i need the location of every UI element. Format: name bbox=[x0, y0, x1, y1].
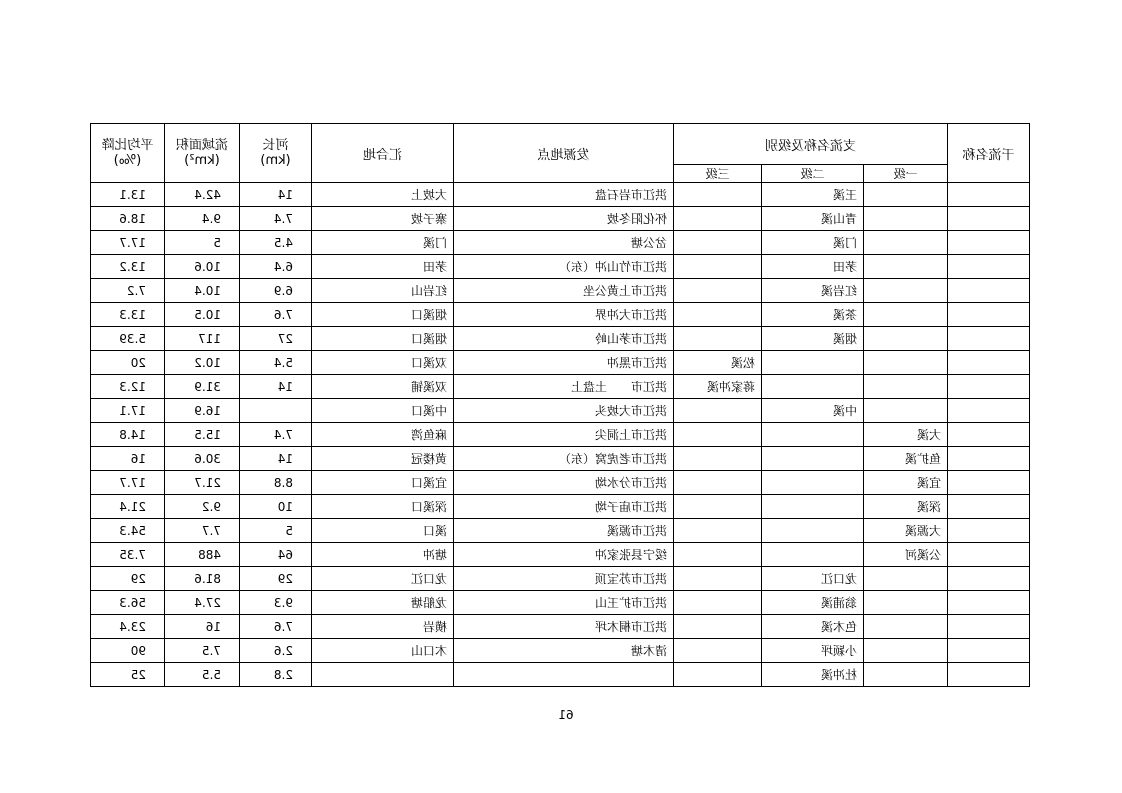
level2-cell: 杜冲溪 bbox=[762, 663, 864, 687]
confluence-cell: 黄楼冠 bbox=[312, 447, 454, 471]
level3-cell: 蒋家冲溪 bbox=[674, 375, 762, 399]
table-row bbox=[91, 183, 1030, 207]
header-confluence: 汇合地 bbox=[312, 124, 454, 183]
area-cell: 30.6 bbox=[165, 447, 240, 471]
confluence-cell: 塘冲 bbox=[312, 543, 454, 567]
level2-cell: 茶溪 bbox=[762, 303, 864, 327]
confluence-cell: 门溪 bbox=[312, 231, 454, 255]
area-cell: 117 bbox=[165, 327, 240, 351]
header-slope-label: 平均比降 bbox=[101, 138, 154, 153]
header-slope-unit: (‰) bbox=[113, 153, 142, 168]
level3-cell bbox=[674, 183, 762, 207]
length-cell: 29 bbox=[240, 567, 312, 591]
table-row bbox=[91, 495, 1030, 519]
table-row bbox=[91, 207, 1030, 231]
level2-cell bbox=[762, 543, 864, 567]
length-cell: 5 bbox=[240, 519, 312, 543]
level3-cell bbox=[674, 471, 762, 495]
slope-cell: 20 bbox=[91, 351, 165, 375]
confluence-cell: 宜溪口 bbox=[312, 471, 454, 495]
source-cell: 洪江市桐木坪 bbox=[454, 615, 674, 639]
level2-cell bbox=[762, 519, 864, 543]
length-cell: 7.4 bbox=[240, 207, 312, 231]
confluence-cell: 麻鱼湾 bbox=[312, 423, 454, 447]
source-cell: 洪江市扩王山 bbox=[454, 591, 674, 615]
slope-cell: 13.1 bbox=[91, 183, 165, 207]
confluence-cell: 龙口江 bbox=[312, 567, 454, 591]
length-cell: 10 bbox=[240, 495, 312, 519]
header-length bbox=[240, 124, 312, 183]
main-river-cell bbox=[948, 663, 1030, 687]
level1-cell bbox=[864, 351, 948, 375]
length-cell: 8.8 bbox=[240, 471, 312, 495]
table-row bbox=[91, 351, 1030, 375]
source-cell: 洪江市 土盘上 bbox=[454, 375, 674, 399]
area-cell: 5.5 bbox=[165, 663, 240, 687]
main-river-cell bbox=[948, 591, 1030, 615]
area-cell: 15.5 bbox=[165, 423, 240, 447]
slope-cell: 29 bbox=[91, 567, 165, 591]
main-river-cell bbox=[948, 255, 1030, 279]
source-cell: 洪江市分水坳 bbox=[454, 471, 674, 495]
main-river-cell bbox=[948, 495, 1030, 519]
length-cell: 14 bbox=[240, 183, 312, 207]
main-river-cell bbox=[948, 279, 1030, 303]
header-area-unit: (km²) bbox=[184, 153, 220, 168]
slope-cell: 16 bbox=[91, 447, 165, 471]
header-level1: 一级 bbox=[864, 165, 948, 183]
source-cell: 洪江市上黄公坐 bbox=[454, 279, 674, 303]
source-cell: 洪江市黑冲 bbox=[454, 351, 674, 375]
level2-cell: 中溪 bbox=[762, 399, 864, 423]
level1-cell bbox=[864, 567, 948, 591]
level2-cell bbox=[762, 471, 864, 495]
header-tributary: 支流名称及级别 bbox=[674, 124, 948, 165]
header-main-river: 干流名称 bbox=[948, 124, 1030, 183]
length-cell: 7.4 bbox=[240, 423, 312, 447]
level2-cell: 小颖坪 bbox=[762, 639, 864, 663]
table-row bbox=[91, 591, 1030, 615]
length-cell: 5.4 bbox=[240, 351, 312, 375]
level3-cell bbox=[674, 207, 762, 231]
level3-cell: 松溪 bbox=[674, 351, 762, 375]
slope-cell: 25 bbox=[91, 663, 165, 687]
header-slope bbox=[91, 124, 165, 183]
table-body bbox=[91, 183, 1030, 687]
level3-cell bbox=[674, 423, 762, 447]
level3-cell bbox=[674, 567, 762, 591]
slope-cell: 56.3 bbox=[91, 591, 165, 615]
level1-cell: 公溪河 bbox=[864, 543, 948, 567]
level3-cell bbox=[674, 279, 762, 303]
level1-cell bbox=[864, 303, 948, 327]
length-cell: 2.8 bbox=[240, 663, 312, 687]
confluence-cell: 大坡上 bbox=[312, 183, 454, 207]
confluence-cell: 烟溪口 bbox=[312, 303, 454, 327]
confluence-cell: 烟溪口 bbox=[312, 327, 454, 351]
confluence-cell: 红岩山 bbox=[312, 279, 454, 303]
source-cell: 岔公塘 bbox=[454, 231, 674, 255]
river-table bbox=[90, 123, 1030, 687]
level1-cell: 宜溪 bbox=[864, 471, 948, 495]
slope-cell: 23.4 bbox=[91, 615, 165, 639]
level1-cell bbox=[864, 639, 948, 663]
main-river-cell bbox=[948, 327, 1030, 351]
table-row bbox=[91, 567, 1030, 591]
area-cell: 16 bbox=[165, 615, 240, 639]
level3-cell bbox=[674, 255, 762, 279]
confluence-cell: 龙船塘 bbox=[312, 591, 454, 615]
confluence-cell: 中溪口 bbox=[312, 399, 454, 423]
main-river-cell bbox=[948, 519, 1030, 543]
length-cell: 7.6 bbox=[240, 615, 312, 639]
slope-cell: 13.2 bbox=[91, 255, 165, 279]
level2-cell: 王溪 bbox=[762, 183, 864, 207]
level3-cell bbox=[674, 447, 762, 471]
level1-cell: 鱼扩溪 bbox=[864, 447, 948, 471]
main-river-cell bbox=[948, 567, 1030, 591]
source-cell: 洪江市上洞尖 bbox=[454, 423, 674, 447]
main-river-cell bbox=[948, 303, 1030, 327]
header-area bbox=[165, 124, 240, 183]
table-row bbox=[91, 327, 1030, 351]
confluence-cell: 木口山 bbox=[312, 639, 454, 663]
main-river-cell bbox=[948, 207, 1030, 231]
confluence-cell: 横岩 bbox=[312, 615, 454, 639]
level2-cell: 龙口江 bbox=[762, 567, 864, 591]
length-cell: 2.6 bbox=[240, 639, 312, 663]
level1-cell bbox=[864, 255, 948, 279]
table-row bbox=[91, 375, 1030, 399]
level1-cell bbox=[864, 399, 948, 423]
level1-cell bbox=[864, 375, 948, 399]
source-cell bbox=[454, 663, 674, 687]
area-cell: 5 bbox=[165, 231, 240, 255]
slope-cell: 54.3 bbox=[91, 519, 165, 543]
source-cell: 洪江市大坡头 bbox=[454, 399, 674, 423]
length-cell: 4.5 bbox=[240, 231, 312, 255]
level1-cell: 大溪 bbox=[864, 423, 948, 447]
main-river-cell bbox=[948, 375, 1030, 399]
source-cell: 洪江市庙子坳 bbox=[454, 495, 674, 519]
level1-cell bbox=[864, 231, 948, 255]
table-row bbox=[91, 231, 1030, 255]
level2-cell bbox=[762, 351, 864, 375]
level1-cell: 深溪 bbox=[864, 495, 948, 519]
source-cell: 洪江市源溪 bbox=[454, 519, 674, 543]
level3-cell bbox=[674, 399, 762, 423]
area-cell: 27.4 bbox=[165, 591, 240, 615]
level2-cell bbox=[762, 495, 864, 519]
level3-cell bbox=[674, 519, 762, 543]
area-cell: 10.6 bbox=[165, 255, 240, 279]
area-cell: 21.7 bbox=[165, 471, 240, 495]
level3-cell bbox=[674, 615, 762, 639]
slope-cell: 5.39 bbox=[91, 327, 165, 351]
level2-cell: 色木溪 bbox=[762, 615, 864, 639]
area-cell: 10.2 bbox=[165, 351, 240, 375]
table-row bbox=[91, 615, 1030, 639]
length-cell: 64 bbox=[240, 543, 312, 567]
level1-cell bbox=[864, 591, 948, 615]
source-cell: 绥宁县张家冲 bbox=[454, 543, 674, 567]
level1-cell: 大源溪 bbox=[864, 519, 948, 543]
header-source: 发源地点 bbox=[454, 124, 674, 183]
confluence-cell: 双溪口 bbox=[312, 351, 454, 375]
main-river-cell bbox=[948, 447, 1030, 471]
slope-cell: 13.3 bbox=[91, 303, 165, 327]
slope-cell: 14.8 bbox=[91, 423, 165, 447]
length-cell: 6.9 bbox=[240, 279, 312, 303]
area-cell: 16.9 bbox=[165, 399, 240, 423]
slope-cell: 17.7 bbox=[91, 231, 165, 255]
length-cell: 14 bbox=[240, 447, 312, 471]
area-cell: 9.4 bbox=[165, 207, 240, 231]
source-cell: 洪江市岩石盘 bbox=[454, 183, 674, 207]
confluence-cell: 深溪口 bbox=[312, 495, 454, 519]
table-row bbox=[91, 423, 1030, 447]
table-row bbox=[91, 447, 1030, 471]
level1-cell bbox=[864, 279, 948, 303]
level1-cell bbox=[864, 663, 948, 687]
confluence-cell bbox=[312, 663, 454, 687]
main-river-cell bbox=[948, 231, 1030, 255]
source-cell: 洪江市茅山岭 bbox=[454, 327, 674, 351]
table-row bbox=[91, 663, 1030, 687]
level2-cell bbox=[762, 423, 864, 447]
length-cell: 27 bbox=[240, 327, 312, 351]
level3-cell bbox=[674, 543, 762, 567]
slope-cell: 18.6 bbox=[91, 207, 165, 231]
main-river-cell bbox=[948, 351, 1030, 375]
table-row bbox=[91, 471, 1030, 495]
header-area-label: 流域面积 bbox=[176, 138, 229, 153]
table-row bbox=[91, 543, 1030, 567]
level3-cell bbox=[674, 591, 762, 615]
level3-cell bbox=[674, 663, 762, 687]
source-cell: 洪江市竹山冲（东） bbox=[454, 255, 674, 279]
main-river-cell bbox=[948, 543, 1030, 567]
table-row bbox=[91, 279, 1030, 303]
length-cell: 6.4 bbox=[240, 255, 312, 279]
level2-cell: 烟溪 bbox=[762, 327, 864, 351]
area-cell: 31.9 bbox=[165, 375, 240, 399]
level1-cell bbox=[864, 183, 948, 207]
confluence-cell: 茅田 bbox=[312, 255, 454, 279]
header-level3: 三级 bbox=[674, 165, 762, 183]
level3-cell bbox=[674, 327, 762, 351]
source-cell: 清木塘 bbox=[454, 639, 674, 663]
confluence-cell: 寨子坡 bbox=[312, 207, 454, 231]
slope-cell: 90 bbox=[91, 639, 165, 663]
source-cell: 洪江市苏宝顶 bbox=[454, 567, 674, 591]
level2-cell: 红岩溪 bbox=[762, 279, 864, 303]
table-row bbox=[91, 303, 1030, 327]
area-cell: 7.5 bbox=[165, 639, 240, 663]
level2-cell: 青山溪 bbox=[762, 207, 864, 231]
level2-cell: 茅田 bbox=[762, 255, 864, 279]
source-cell: 洪江市大冲界 bbox=[454, 303, 674, 327]
table-row bbox=[91, 399, 1030, 423]
length-cell: 14 bbox=[240, 375, 312, 399]
confluence-cell: 溪口 bbox=[312, 519, 454, 543]
area-cell: 10.5 bbox=[165, 303, 240, 327]
slope-cell: 21.4 bbox=[91, 495, 165, 519]
table-row bbox=[91, 639, 1030, 663]
level1-cell bbox=[864, 327, 948, 351]
slope-cell: 12.3 bbox=[91, 375, 165, 399]
page-number: 61 bbox=[558, 708, 574, 722]
header-length-unit: (km) bbox=[260, 153, 291, 168]
level2-cell: 门溪 bbox=[762, 231, 864, 255]
slope-cell: 17.1 bbox=[91, 399, 165, 423]
length-cell bbox=[240, 399, 312, 423]
level1-cell bbox=[864, 207, 948, 231]
header-length-label: 河长 bbox=[262, 138, 289, 153]
area-cell: 81.6 bbox=[165, 567, 240, 591]
table-row bbox=[91, 519, 1030, 543]
level3-cell bbox=[674, 495, 762, 519]
slope-cell: 7.2 bbox=[91, 279, 165, 303]
area-cell: 7.7 bbox=[165, 519, 240, 543]
main-river-cell bbox=[948, 423, 1030, 447]
area-cell: 9.2 bbox=[165, 495, 240, 519]
header-level2: 二级 bbox=[762, 165, 864, 183]
area-cell: 488 bbox=[165, 543, 240, 567]
level2-cell bbox=[762, 375, 864, 399]
length-cell: 7.6 bbox=[240, 303, 312, 327]
slope-cell: 17.7 bbox=[91, 471, 165, 495]
main-river-cell bbox=[948, 471, 1030, 495]
main-river-cell bbox=[948, 639, 1030, 663]
level3-cell bbox=[674, 231, 762, 255]
table-row bbox=[91, 255, 1030, 279]
level1-cell bbox=[864, 615, 948, 639]
level2-cell: 翁浦溪 bbox=[762, 591, 864, 615]
confluence-cell: 双溪铺 bbox=[312, 375, 454, 399]
area-cell: 10.4 bbox=[165, 279, 240, 303]
main-river-cell bbox=[948, 399, 1030, 423]
length-cell: 9.3 bbox=[240, 591, 312, 615]
level3-cell bbox=[674, 303, 762, 327]
slope-cell: 7.35 bbox=[91, 543, 165, 567]
level2-cell bbox=[762, 447, 864, 471]
source-cell: 怀化阳冬坡 bbox=[454, 207, 674, 231]
area-cell: 42.4 bbox=[165, 183, 240, 207]
source-cell: 洪江市老虎窝（东） bbox=[454, 447, 674, 471]
level3-cell bbox=[674, 639, 762, 663]
main-river-cell bbox=[948, 183, 1030, 207]
main-river-cell bbox=[948, 615, 1030, 639]
